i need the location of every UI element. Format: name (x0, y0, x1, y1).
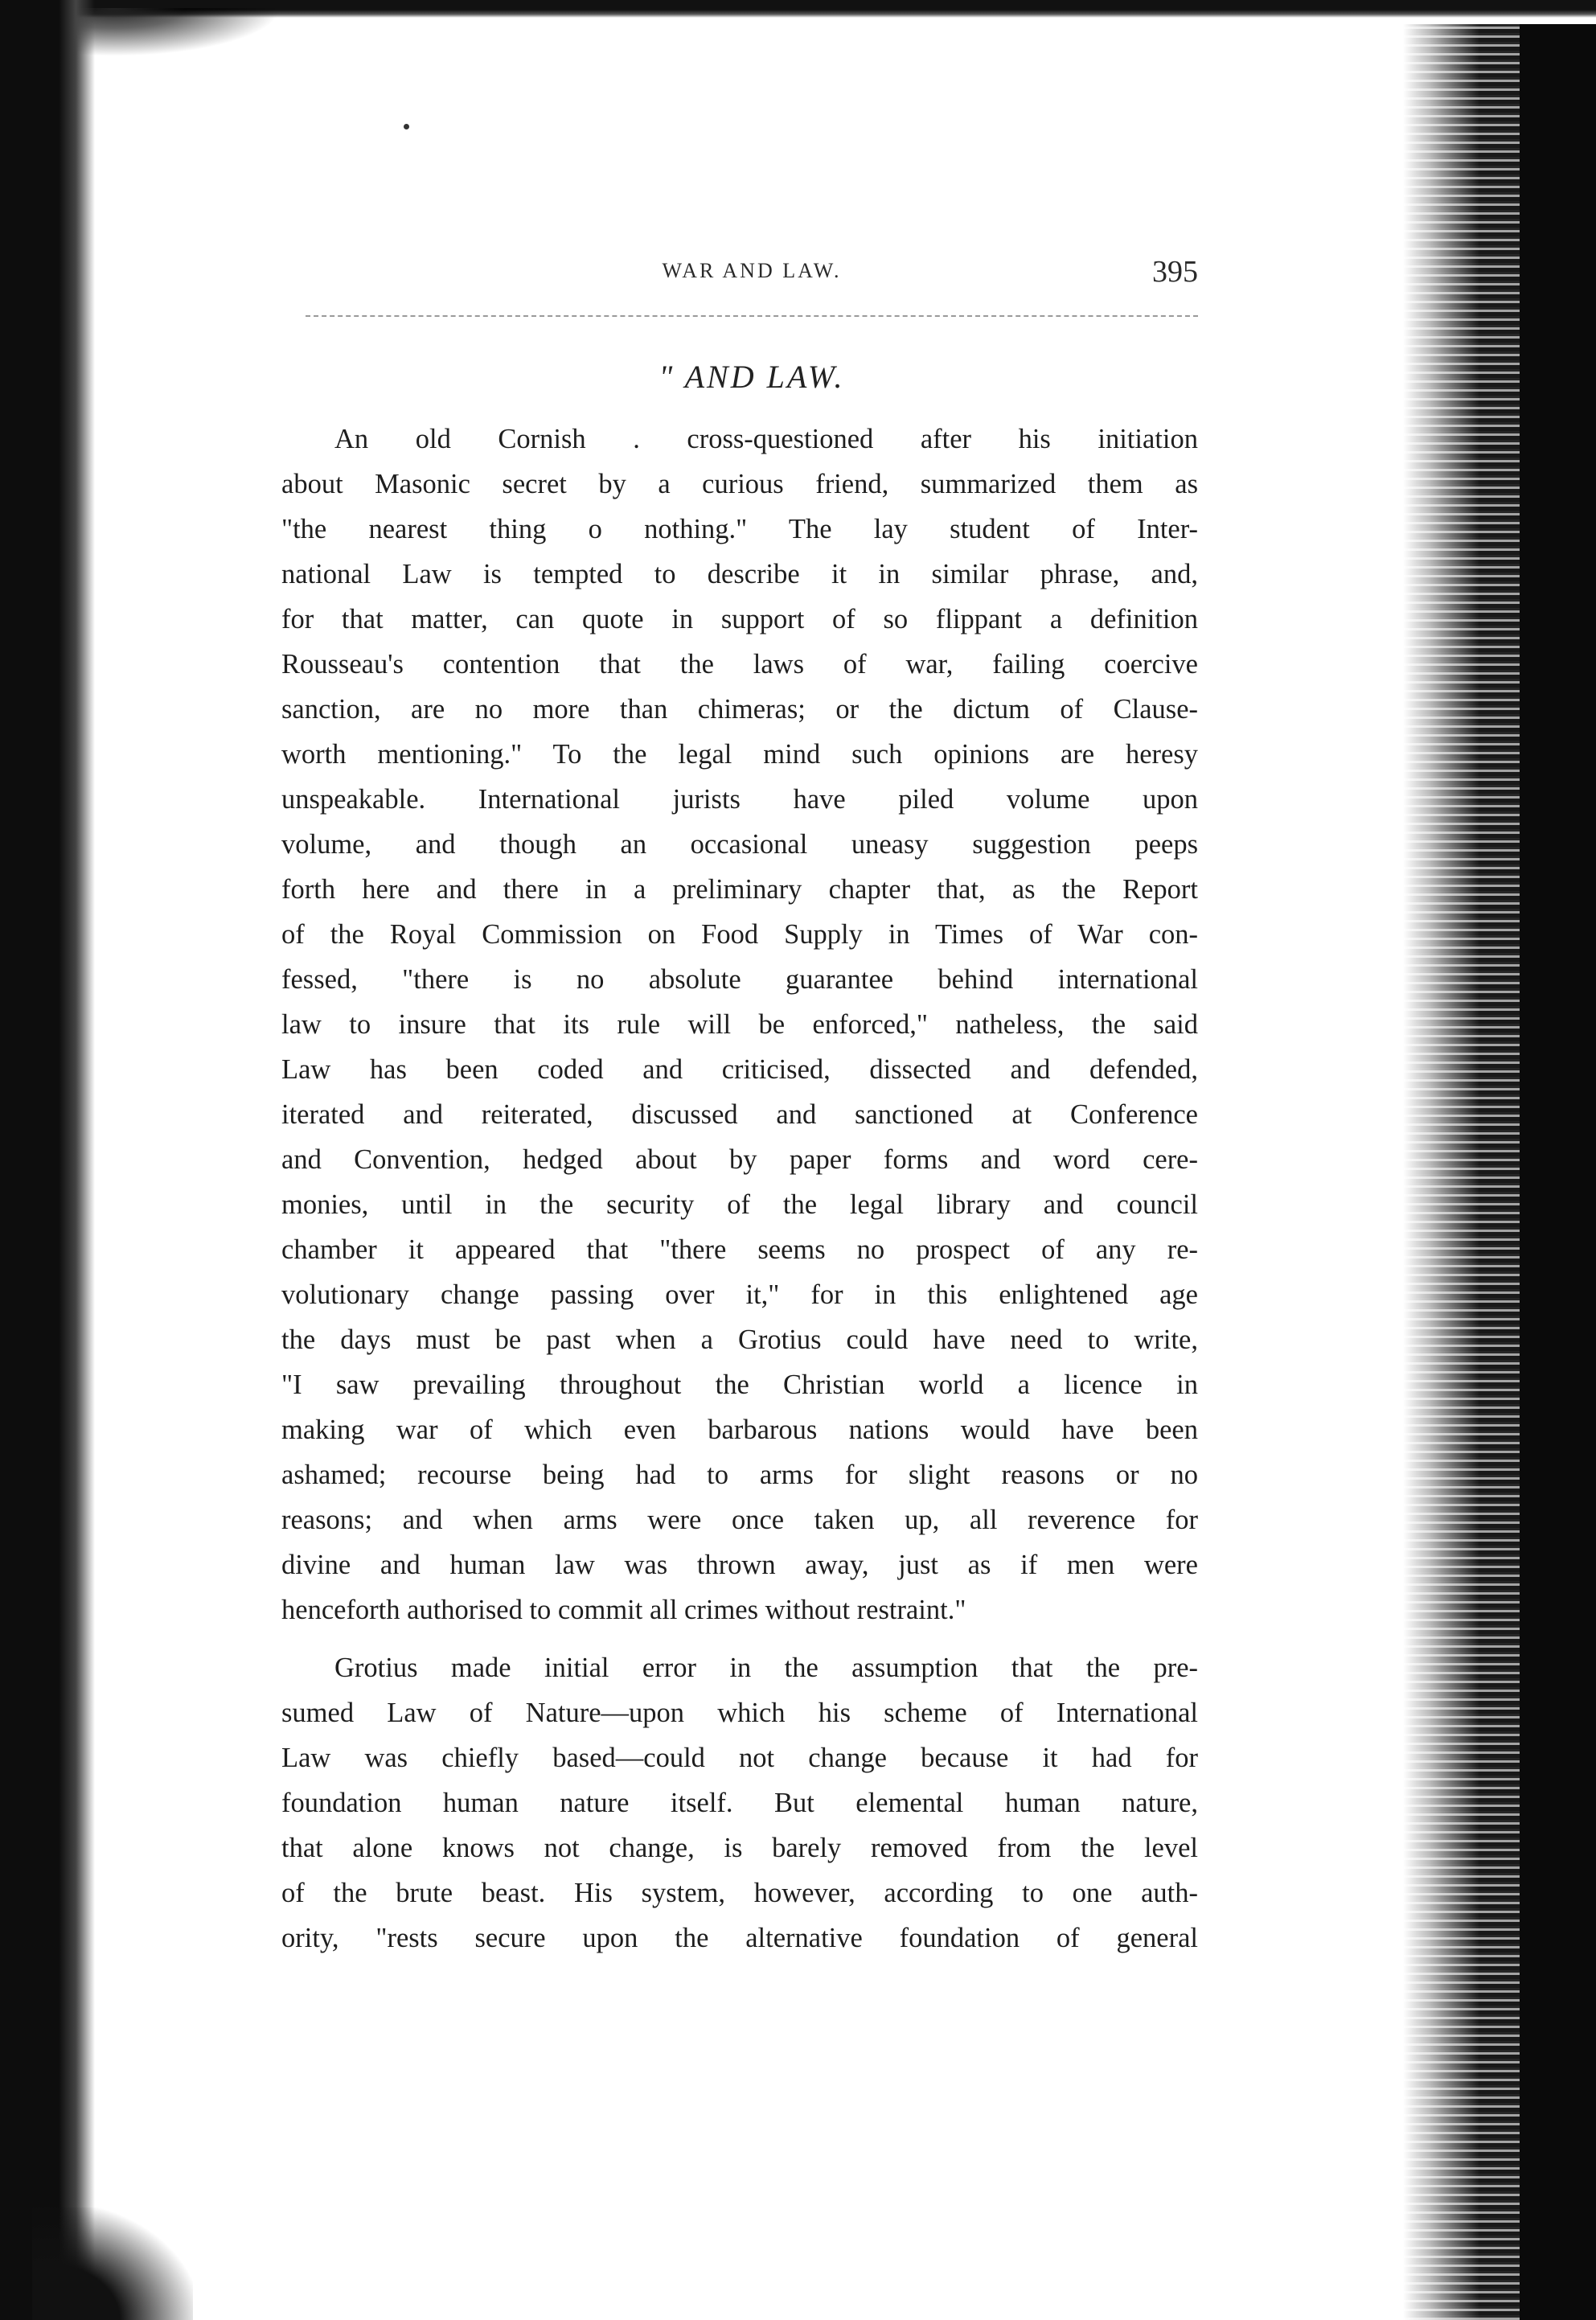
scan-corner-top-left (72, 8, 281, 56)
text-line: chamber it appeared that "there seems no prospect of any re- (281, 1234, 1198, 1265)
header-rule (306, 315, 1198, 317)
scan-edge-left (0, 0, 95, 2320)
text-line: Law was chiefly based—could not change because it had for (281, 1743, 1198, 1773)
text-line: fessed, "there is no absolute guarantee behind international (281, 964, 1198, 995)
running-title: WAR AND LAW. (662, 259, 842, 282)
paragraph-1 (281, 417, 1198, 1632)
text-line: volume, and though an occasional uneasy suggestion peeps (281, 829, 1198, 860)
text-line: henceforth authorised to commit all crimes without restraint." (281, 1595, 966, 1625)
text-line: Law has been coded and criticised, dissected and defended, (281, 1054, 1198, 1085)
text-line: forth here and there in a preliminary chapter that, as the Report (281, 874, 1198, 905)
text-line: unspeakable. International jurists have piled volume upon (281, 784, 1198, 815)
text-line: making war of which even barbarous nations would have been (281, 1415, 1198, 1445)
paragraph-2 (281, 1645, 1198, 1961)
scan-edge-right-fade (1403, 24, 1479, 2320)
text-line: divine and human law was thrown away, just as if men were (281, 1550, 1198, 1580)
section-heading: " AND LAW. (659, 359, 845, 395)
paragraph-gap (281, 1632, 1198, 1645)
text-line: worth mentioning." To the legal mind such opinions are heresy (281, 739, 1198, 770)
text-line: reasons; and when arms were once taken up, all reverence for (281, 1505, 1198, 1535)
text-line: of the brute beast. His system, however, according to one auth- (281, 1878, 1198, 1908)
text-line: the days must be past when a Grotius could have need to write, (281, 1324, 1198, 1355)
text-line: that alone knows not change, is barely removed from the level (281, 1833, 1198, 1863)
text-line: sumed Law of Nature—upon which his scheme of International (281, 1698, 1198, 1728)
text-line: for that matter, can quote in support of so flippant a definition (281, 604, 1198, 634)
text-line: volutionary change passing over it," for in this enlightened age (281, 1279, 1198, 1310)
text-line: national Law is tempted to describe it in similar phrase, and, (281, 559, 1198, 589)
scan-edge-right-cover (1520, 24, 1596, 2320)
text-line: "I saw prevailing throughout the Christian world a licence in (281, 1369, 1198, 1400)
scan-corner-bottom-left (32, 2207, 193, 2320)
text-line: ashamed; recourse being had to arms for slight reasons or no (281, 1460, 1198, 1490)
text-line: iterated and reiterated, discussed and sanctioned at Conference (281, 1099, 1198, 1130)
text-line: of the Royal Commission on Food Supply in Times of War con- (281, 919, 1198, 950)
page-number: 395 (1152, 255, 1198, 289)
text-line: monies, until in the security of the legal library and council (281, 1189, 1198, 1220)
text-line: and Convention, hedged about by paper forms and word cere- (281, 1144, 1198, 1175)
text-line: Grotius made initial error in the assumption that the pre- (334, 1653, 1198, 1683)
text-line: foundation human nature itself. But elemental human nature, (281, 1788, 1198, 1818)
text-line: Rousseau's contention that the laws of war, failing coercive (281, 649, 1198, 680)
running-header (306, 254, 1198, 302)
text-line: about Masonic secret by a curious friend, summarized them as (281, 469, 1198, 499)
text-line: ority, "rests secure upon the alternative foundation of general (281, 1923, 1198, 1953)
ink-speck (404, 124, 409, 129)
text-line: law to insure that its rule will be enforced," natheless, the said (281, 1009, 1198, 1040)
body-text (281, 417, 1198, 1961)
text-line: An old Cornish . cross-questioned after his initiation (334, 424, 1198, 454)
text-line: sanction, are no more than chimeras; or the dictum of Clause- (281, 694, 1198, 725)
text-line: "the nearest thing o nothing." The lay student of Inter- (281, 514, 1198, 544)
